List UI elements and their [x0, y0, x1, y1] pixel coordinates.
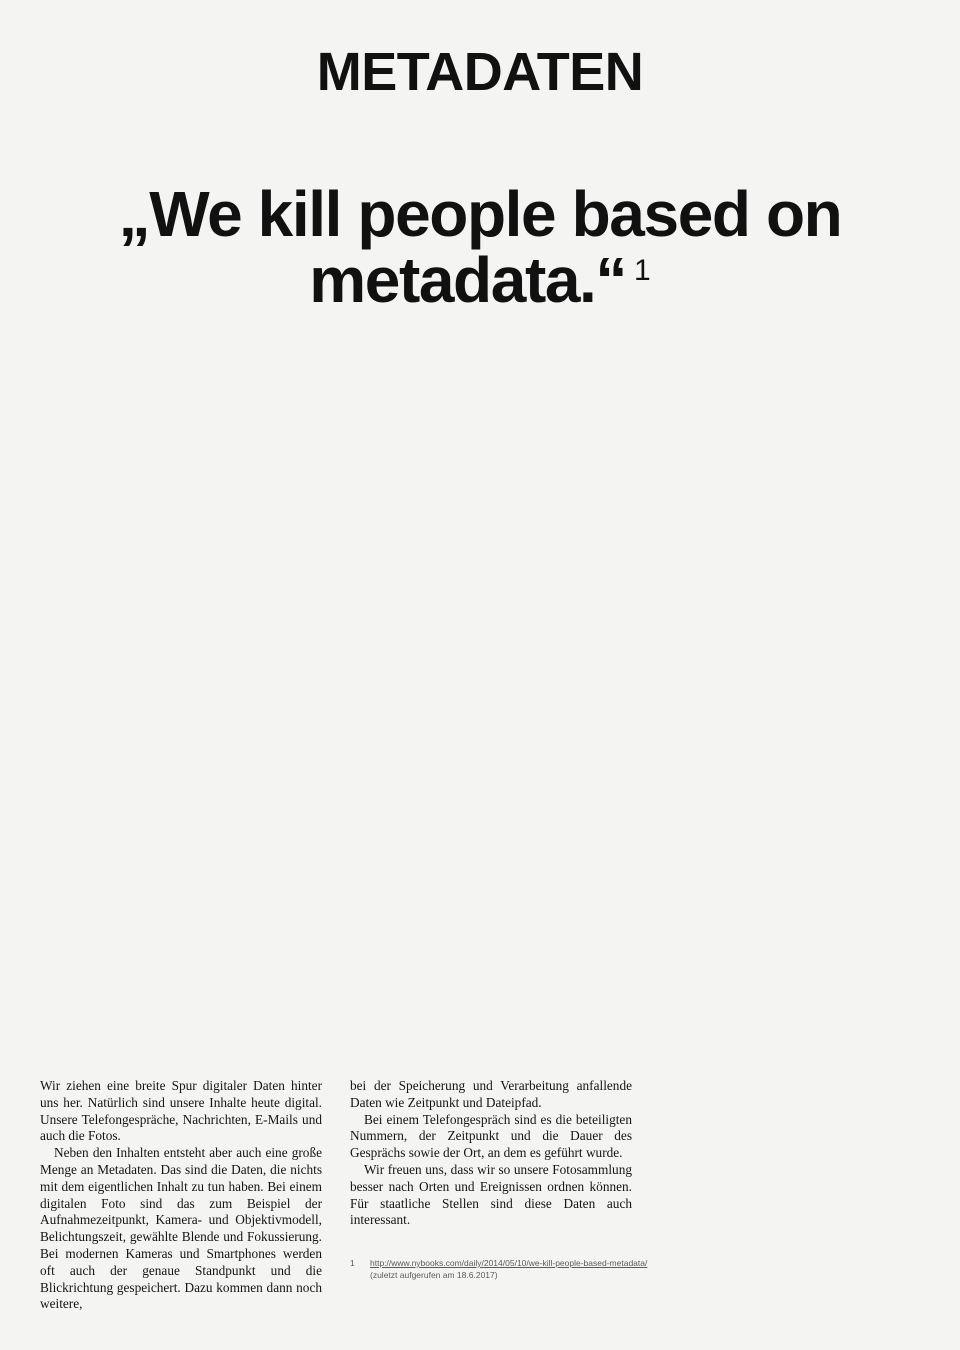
- paragraph: Wir freuen uns, dass wir so unsere Fotosammlung besser nach Orten und Ereignissen ordnen können. Für staatliche Stellen sind diese Daten auch interessant.: [350, 1161, 632, 1228]
- footnote-number: 1: [350, 1258, 355, 1268]
- footnote: [350, 1258, 650, 1281]
- footnote-link[interactable]: http://www.nybooks.com/daily/2014/05/10/we-kill-people-based-metadata/: [370, 1258, 648, 1268]
- page-title-footnote-marker: 1: [634, 253, 651, 287]
- paragraph: Neben den Inhalten entsteht aber auch eine große Menge an Metadaten. Das sind die Daten, die nichts mit dem eigentlichen Inhalt zu tun haben. Bei einem digitalen Foto sind das zum Beispiel der Aufnahmezeitpunkt, Kamera- und Objektivmodell, Belichtungszeit, gewählte Blende und Fokussierung. Bei modernen Kameras und Smartphones werden oft auch der genaue Standpunkt und die Blickrichtung gespeichert. Dazu kommen dann noch weitere,: [40, 1145, 322, 1312]
- page-title: [70, 178, 890, 316]
- paragraph: bei der Speicherung und Verarbeitung anfallende Daten wie Zeitpunkt und Dateipfad.: [350, 1078, 632, 1110]
- page-kicker: METADATEN: [316, 42, 644, 102]
- footnote-access-note: (zuletzt aufgerufen am 18.6.2017): [370, 1270, 498, 1280]
- body-column-left: [40, 1078, 322, 1313]
- footnote-body: [370, 1258, 647, 1281]
- paragraph: Wir ziehen eine breite Spur digitaler Daten hinter uns her. Natürlich sind unsere Inhalte heute digital. Unsere Telefongespräche, Nachrichten, E-Mails und auch die Fotos.: [40, 1078, 322, 1144]
- page-title-text: „We kill people based on metadata.“: [118, 178, 842, 316]
- paragraph: Bei einem Telefongespräch sind es die beteiligten Nummern, der Zeitpunkt und die Dauer des Gesprächs sowie der Ort, an dem es geführt wurde.: [350, 1111, 632, 1161]
